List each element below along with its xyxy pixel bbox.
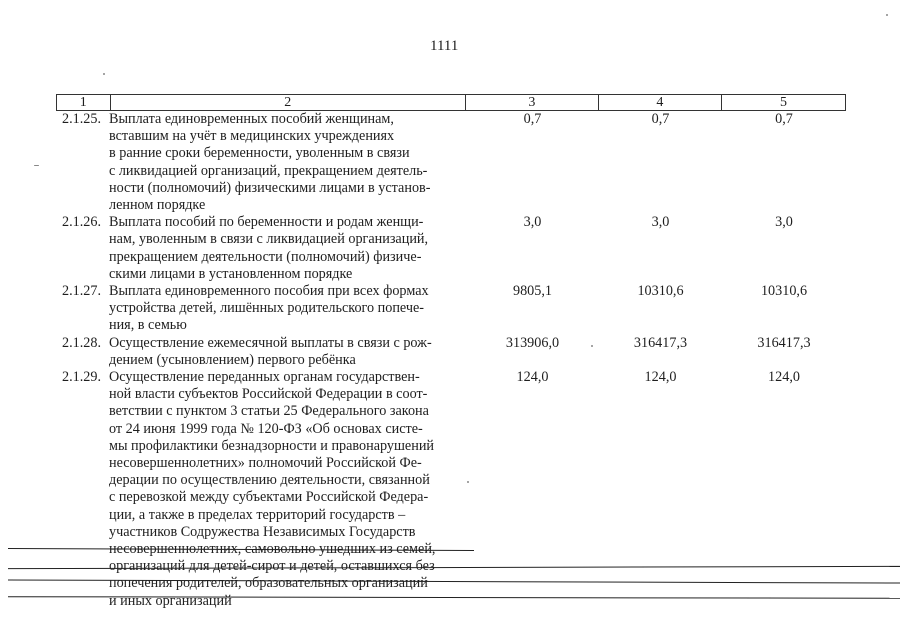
page-number: 1111 bbox=[430, 38, 459, 54]
table-row bbox=[56, 283, 846, 335]
column-header-2: 2 bbox=[111, 95, 466, 110]
table-row bbox=[56, 111, 846, 214]
table-header-row bbox=[56, 94, 846, 111]
scan-speck bbox=[103, 73, 105, 75]
row-value-col3: 313906,0 bbox=[505, 334, 560, 351]
row-description: Осуществление ежемесячной выплаты в связи с рож- дением (усыновлением) первого ребёнка bbox=[109, 334, 432, 368]
row-number: 2.1.28. bbox=[61, 334, 101, 351]
row-value-col5: 3,0 bbox=[775, 214, 793, 231]
row-value-col5: 316417,3 bbox=[757, 334, 811, 351]
row-number: 2.1.26. bbox=[61, 214, 101, 231]
row-value-col3: 0,7 bbox=[523, 111, 542, 127]
row-value-col5: 0,7 bbox=[775, 111, 793, 127]
row-value-col4: 3,0 bbox=[651, 214, 670, 231]
column-header-3: 3 bbox=[466, 95, 599, 110]
row-value-col4: 124,0 bbox=[644, 369, 677, 386]
row-value-col4: 0,7 bbox=[651, 111, 670, 127]
table-row bbox=[56, 214, 846, 283]
column-header-5: 5 bbox=[779, 95, 787, 110]
row-number: 2.1.29. bbox=[61, 369, 101, 386]
scan-speck bbox=[34, 165, 39, 166]
budget-table bbox=[56, 94, 846, 610]
row-value-col4: 316417,3 bbox=[633, 334, 688, 351]
column-header-1: 1 bbox=[57, 95, 111, 110]
row-description: Осуществление переданных органам государствен- ной власти субъектов Российской Федерации в соот- ветствии с пунктом 3 статьи 25 Федерального закона от 24 июня 1999 года № 120-ФЗ «Об основах систе- мы профилактики безнадзорности и правонарушений несовершеннолетних» полномочий Российской Фе- дерации по осуществлению деятельности, связанной с перевозкой между субъектами Российской Федера- ции, а также в пределах территорий государств – участников Содружества Независимых Государств несовершеннолетних, самовольно ушедших из семей, организаций для детей-сирот и детей, оставшихся без попечения родителей, образовательных организаций и иных организаций bbox=[109, 369, 436, 609]
row-description: Выплата пособий по беременности и родам женщи- нам, уволенным в связи с ликвидацией организаций, прекращением деятельности (полномочий) физиче- скими лицами в установленном порядке bbox=[109, 214, 429, 282]
row-description: Выплата единовременного пособия при всех формах устройства детей, лишённых родительского попече- ния, в семью bbox=[109, 283, 429, 334]
column-header-4: 4 bbox=[599, 95, 722, 110]
table-row bbox=[56, 335, 846, 369]
row-value-col3: 124,0 bbox=[516, 369, 549, 386]
row-value-col5: 10310,6 bbox=[760, 283, 808, 300]
row-number: 2.1.25. bbox=[61, 111, 101, 127]
row-value-col4: 10310,6 bbox=[637, 283, 684, 300]
row-value-col3: 3,0 bbox=[523, 214, 542, 231]
row-value-col3: 9805,1 bbox=[512, 283, 552, 300]
row-value-col5: 124,0 bbox=[768, 369, 800, 386]
scan-speck bbox=[591, 345, 593, 347]
scan-speck bbox=[467, 481, 469, 483]
table-row bbox=[56, 369, 846, 610]
scan-speck bbox=[886, 14, 888, 16]
row-number: 2.1.27. bbox=[61, 283, 101, 300]
row-description: Выплата единовременных пособий женщинам, вставшим на учёт в медицинских учреждениях в ранние сроки беременности, уволенным в связи с ликвидацией организаций, прекращением деятель- ности (полномочий) физическими лицами в установ- ленном порядке bbox=[109, 111, 431, 214]
